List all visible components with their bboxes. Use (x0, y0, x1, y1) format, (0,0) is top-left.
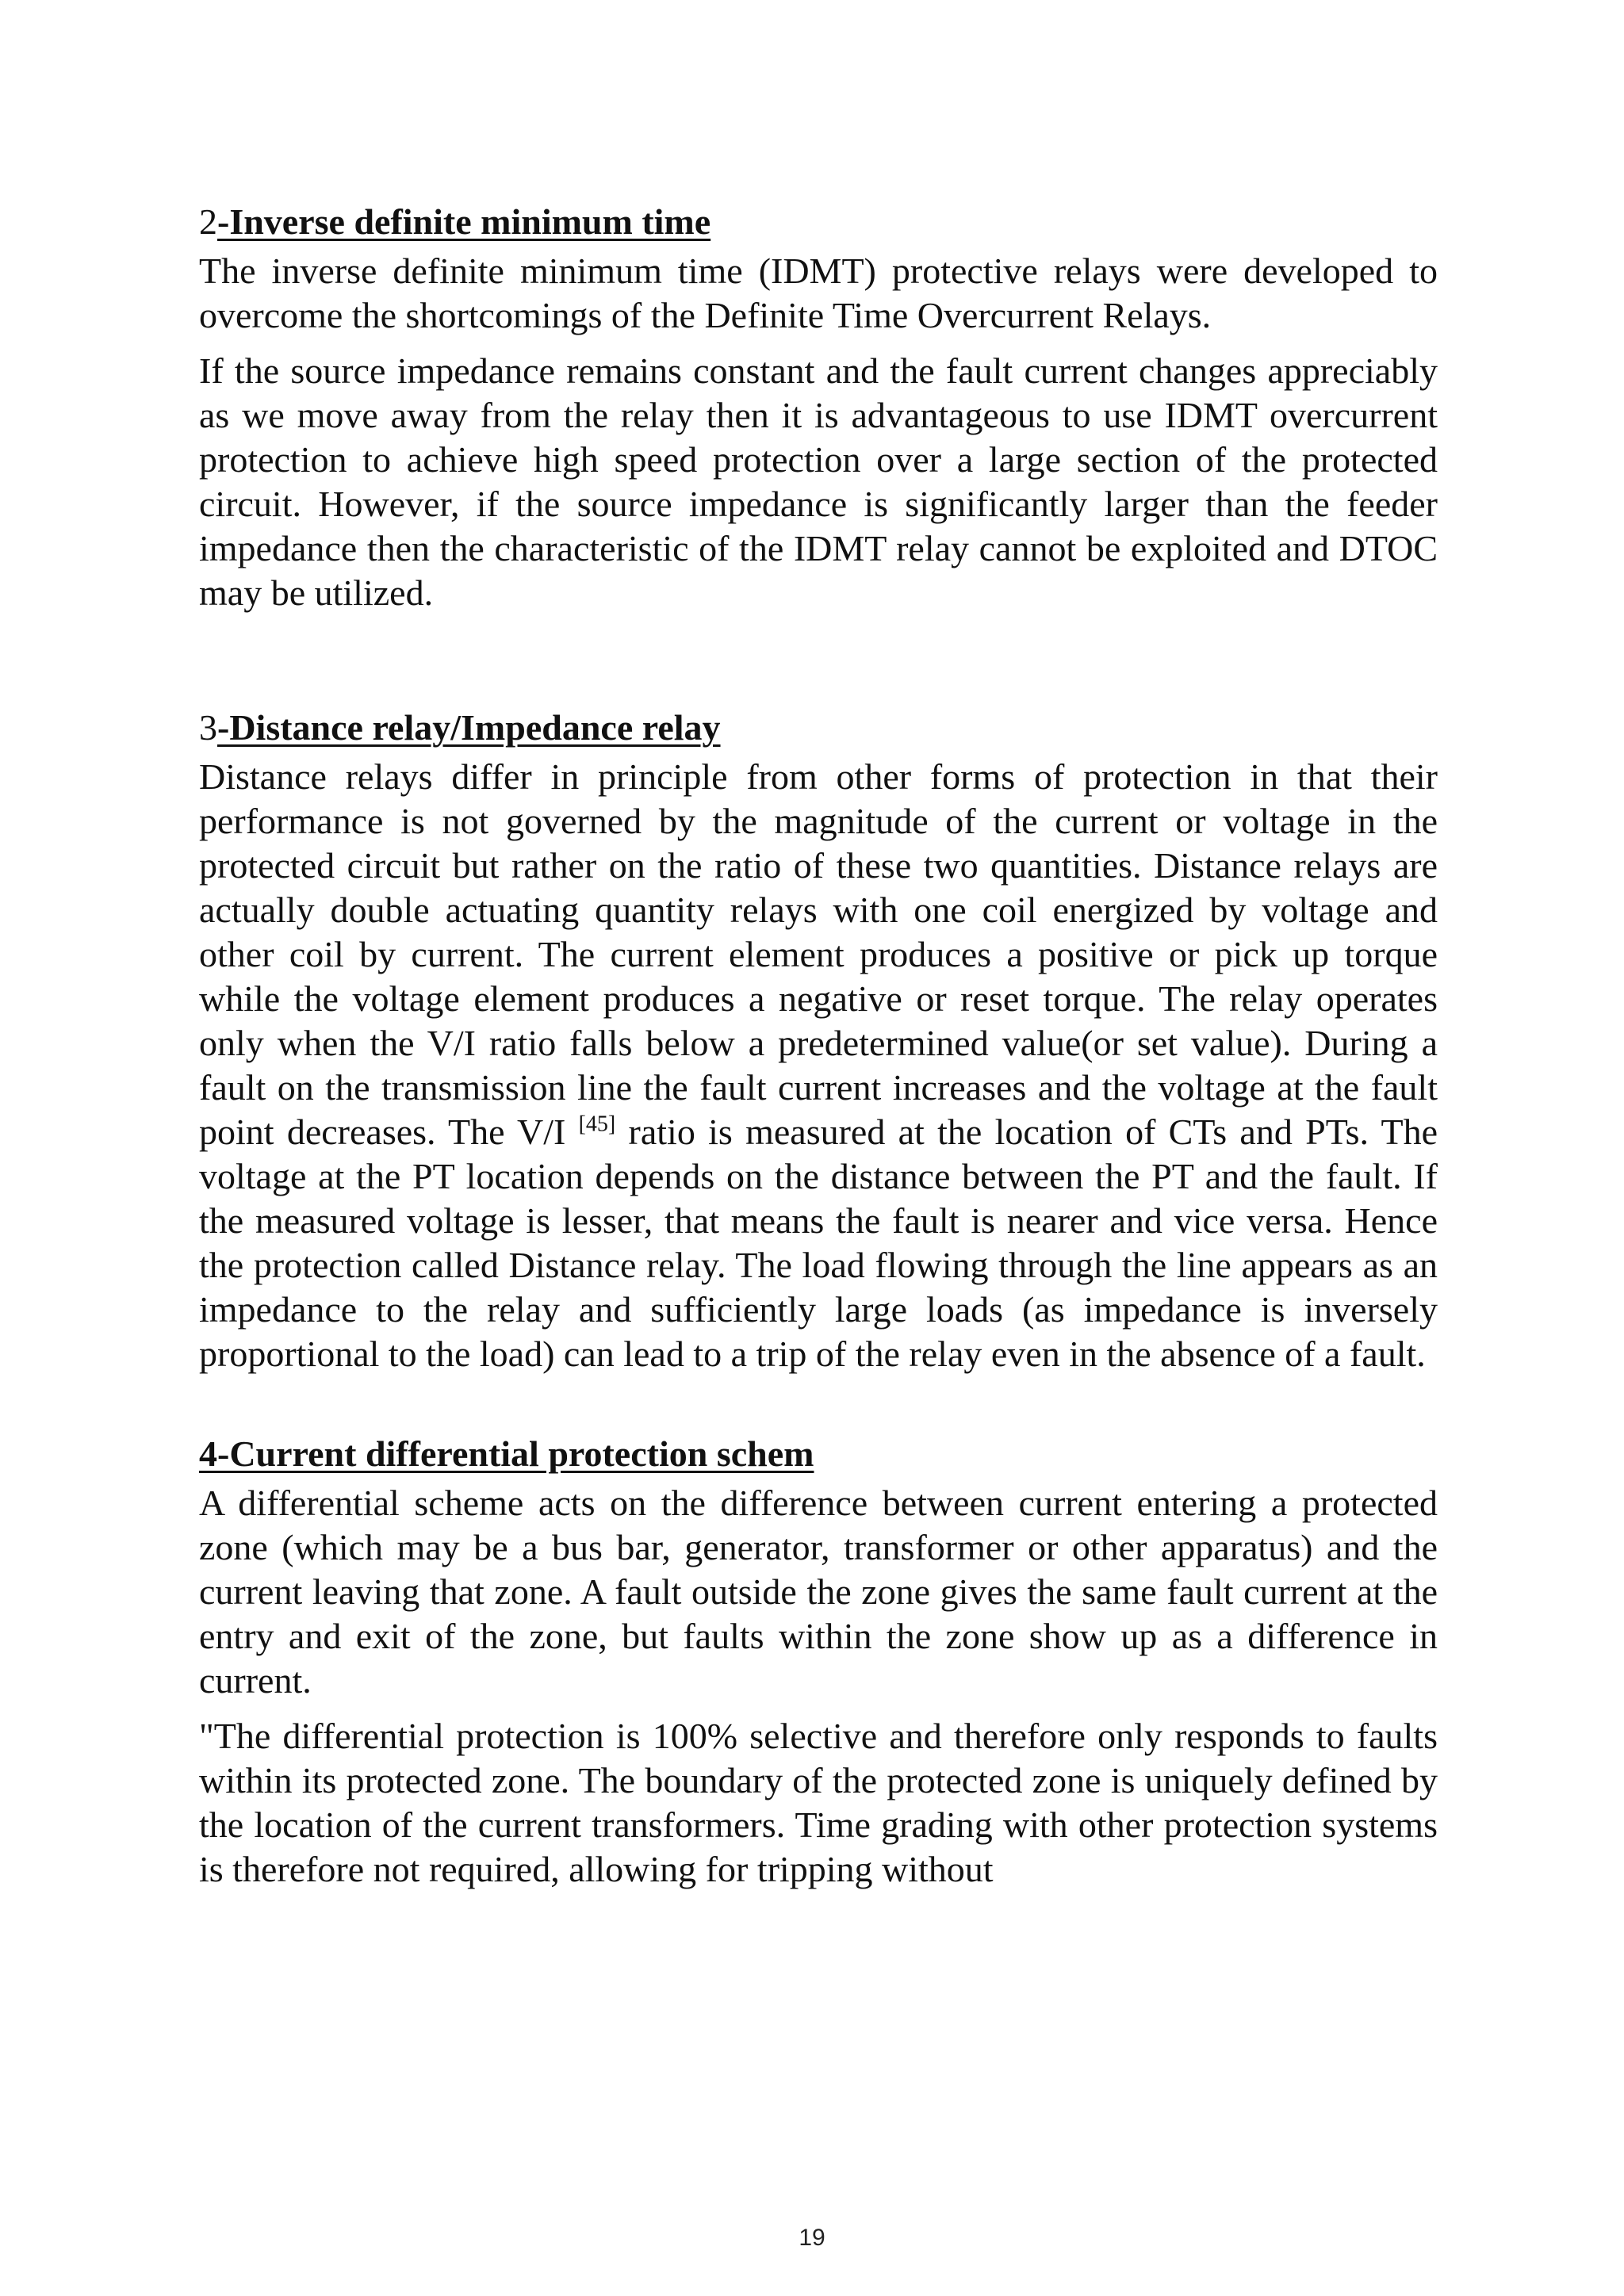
section-differential-protection (199, 1432, 1438, 1892)
section-number: 4 (199, 1433, 217, 1474)
section-number: 3 (199, 707, 217, 748)
section-distance-relay (199, 706, 1438, 1376)
paragraph: A differential scheme acts on the difference between current entering a protected zone (which may be a bus bar, generator, transformer or other apparatus) and the current leaving that zone. A fault outside the zone gives the same fault current at the entry and exit of the zone, but faults within the zone show up as a difference in current. (199, 1483, 1438, 1701)
paragraph: If the source impedance remains constant and the fault current changes appreciably as we move away from the relay then it is advantageous to use IDMT overcurrent protection to achieve high speed protection over a large section of the protected circuit. However, if the source impedance is significantly larger than the feeder impedance then the characteristic of the IDMT relay cannot be exploited and DTOC may be utilized. (199, 350, 1438, 613)
paragraph (199, 755, 1438, 1376)
paragraph: "The differential protection is 100% selective and therefore only responds to faults within its protected zone. The boundary of the protected zone is uniquely defined by the location of the current transformers. Time grading with other protection systems is therefore not required, allowing for tripping without (199, 1716, 1438, 1889)
section-number: 2 (199, 201, 217, 242)
page-number: 19 (799, 2225, 825, 2251)
section-title: -Current differential protection schem (217, 1433, 814, 1474)
section-heading (199, 200, 1438, 244)
paragraph-text: Distance relays differ in principle from other forms of protection in that their performance is not governed by the magnitude of the current or voltage in the protected circuit but rather on the ratio of these two quantities. Distance relays are actually double actuating quantity relays with one coil energized by voltage and other coil by current. The current element produces a positive or pick up torque while the voltage element produces a negative or reset torque. The relay operates only when the V/I ratio falls below a predetermined value(or set value). During a fault on the transmission line the fault current increases and the voltage at the fault point decreases. The V/I (199, 756, 1438, 1152)
section-title: -Distance relay/Impedance relay (217, 707, 721, 748)
section-title: -Inverse definite minimum time (217, 201, 711, 242)
section-heading (199, 1432, 1438, 1476)
section-idmt (199, 200, 1438, 615)
document-page (199, 200, 1438, 1903)
citation-reference: [45] (578, 1112, 616, 1137)
section-heading (199, 706, 1438, 750)
paragraph-text: ratio is measured at the location of CTs and PTs. The voltage at the PT location depends on the distance between the PT and the fault. If the measured voltage is lesser, that means the fault is nearer and vice versa. Hence the protection called Distance relay. The load flowing through the line appears as an impedance to the relay and sufficiently large loads (as impedance is inversely proportional to the load) can lead to a trip of the relay even in the absence of a fault. (199, 1112, 1438, 1374)
paragraph: The inverse definite minimum time (IDMT) protective relays were developed to overcome the shortcomings of the Definite Time Overcurrent Relays. (199, 251, 1438, 335)
